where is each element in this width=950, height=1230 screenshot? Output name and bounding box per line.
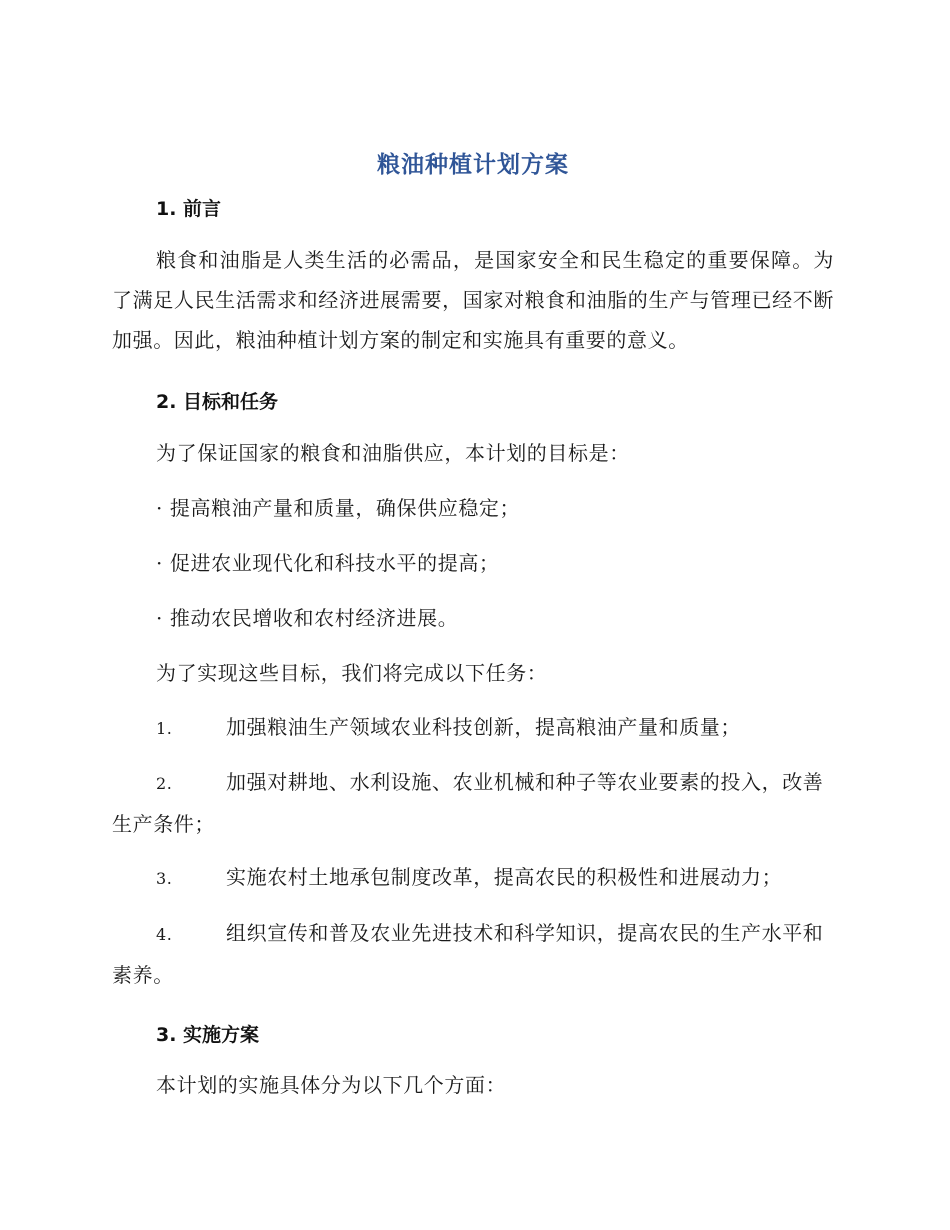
task-number: 3. <box>156 869 173 888</box>
document-title: 粮油种植计划方案 <box>377 152 569 178</box>
section-heading-implementation: 3. 实施方案 <box>156 1024 260 1046</box>
task-number: 2. <box>156 774 173 793</box>
implementation-intro: 本计划的实施具体分为以下几个方面： <box>156 1073 507 1097</box>
section-heading-goals: 2. 目标和任务 <box>156 391 279 413</box>
goal-bullet: · 推动农民增收和农村经济进展。 <box>156 606 459 630</box>
task-item <box>112 762 834 844</box>
task-text: 组织宣传和普及农业先进技术和科学知识，提高农民的生产水平和素养。 <box>112 921 824 987</box>
task-text: 实施农村土地承包制度改革，提高农民的积极性和进展动力； <box>226 865 783 889</box>
task-item <box>112 913 834 995</box>
goal-bullet: · 提高粮油产量和质量，确保供应稳定； <box>156 496 521 520</box>
section-heading-preface: 1. 前言 <box>156 198 222 220</box>
task-item <box>112 857 834 899</box>
preface-paragraph: 粮食和油脂是人类生活的必需品，是国家安全和民生稳定的重要保障。为了满足人民生活需求和经济进展需要，国家对粮食和油脂的生产与管理已经不断加强。因此，粮油种植计划方案的制定和实施具有重要的意义。 <box>112 248 834 352</box>
task-text: 加强粮油生产领域农业科技创新，提高粮油产量和质量； <box>226 715 741 739</box>
goal-bullet: · 促进农业现代化和科技水平的提高； <box>156 551 500 575</box>
task-number: 4. <box>156 925 173 944</box>
goals-intro: 为了保证国家的粮食和油脂供应，本计划的目标是： <box>156 441 630 465</box>
task-item <box>112 707 834 749</box>
task-text: 加强对耕地、水利设施、农业机械和种子等农业要素的投入，改善生产条件； <box>112 770 824 836</box>
task-number: 1. <box>156 719 173 738</box>
tasks-intro: 为了实现这些目标，我们将完成以下任务： <box>156 661 548 685</box>
